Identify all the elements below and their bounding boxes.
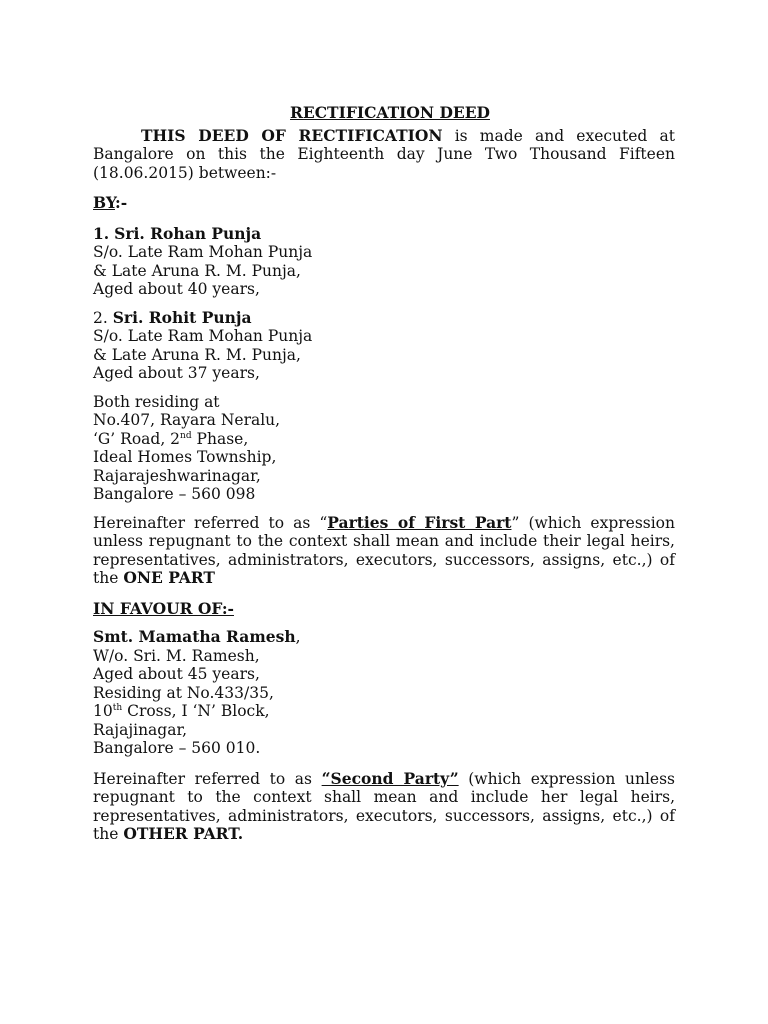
party-2-line-1: S/o. Late Ram Mohan Punja — [93, 327, 313, 345]
first-party-address-block — [93, 393, 675, 504]
address-1-line-2: No.407, Rayara Neralu, — [93, 411, 281, 429]
second-part-clause-bold: “Second Party” — [321, 768, 459, 788]
party-1-line-1: S/o. Late Ram Mohan Punja — [93, 243, 313, 261]
address-1-line-3-text: ‘G’ Road, 2 — [93, 429, 181, 448]
second-party-line-1: W/o. Sri. M. Ramesh, — [93, 646, 260, 665]
second-part-clause-mid: (which expression unless repugnant to the context shall mean and include her legal heirs, representatives, administrators, executors, successors, assigns, etc.,) of the — [93, 769, 675, 843]
second-party-line-3: Residing at No.433/35, — [93, 683, 274, 702]
address-1-line-6: Bangalore – 560 098 — [93, 485, 256, 503]
second-party-line-2: Aged about 45 years, — [93, 665, 260, 683]
second-part-clause — [93, 770, 675, 844]
second-party-line-5: Rajajinagar, — [93, 720, 188, 739]
first-part-clause-bold: Parties of First Part — [327, 512, 512, 532]
by-heading — [93, 194, 675, 213]
deed-page — [93, 104, 675, 844]
intro-paragraph — [93, 127, 675, 183]
party-2-line-2: & Late Aruna R. M. Punja, — [93, 345, 301, 364]
second-party-line-6: Bangalore – 560 010. — [93, 739, 261, 757]
first-part-clause — [93, 514, 675, 588]
address-1-line-4: Ideal Homes Township, — [93, 448, 277, 466]
by-label: BY — [93, 193, 115, 212]
party-1-name: Sri. Rohan Punja — [114, 223, 262, 243]
address-1-line-3-sup: nd — [180, 430, 192, 441]
party-2-name-line — [93, 309, 675, 328]
second-party-line-4 — [93, 702, 675, 721]
second-part-clause-pre: Hereinafter referred to as — [93, 769, 322, 788]
second-party-name-line — [93, 628, 675, 647]
intro-text: is made and executed at Bangalore on this the Eighteenth day June Two Thousand Fifteen (18.06.2015) between:- — [93, 126, 675, 182]
second-party-block — [93, 628, 675, 758]
second-party-line-4-post: Cross, I ‘N’ Block, — [122, 702, 270, 720]
second-part-clause-end: OTHER PART. — [123, 824, 244, 843]
party-2-number: 2. — [93, 308, 113, 327]
second-party-line-4-sup: th — [112, 702, 123, 713]
second-party-name: Smt. Mamatha Ramesh — [93, 627, 296, 646]
party-2-line-3: Aged about 37 years, — [93, 364, 260, 382]
party-1-block — [93, 225, 675, 299]
first-part-clause-end: ONE PART — [123, 568, 215, 587]
address-1-line-1: Both residing at — [93, 392, 220, 411]
in-favour-heading: IN FAVOUR OF:- — [93, 598, 234, 618]
first-part-clause-pre: Hereinafter referred to as “ — [93, 513, 328, 532]
party-1-number: 1. — [93, 223, 110, 243]
party-1-line-2: & Late Aruna R. M. Punja, — [93, 261, 301, 280]
party-1-line-3: Aged about 40 years, — [93, 280, 260, 298]
first-part-clause-mid: ” (which expression unless repugnant to the context shall mean and include their legal heirs, representatives, administrators, executors, successors, assigns, etc.,) of the — [93, 513, 676, 587]
party-1-name-line — [93, 225, 675, 244]
second-party-line-4-pre: 10 — [93, 702, 113, 720]
address-1-line-3 — [93, 430, 675, 449]
party-2-name: Sri. Rohit Punja — [112, 307, 252, 327]
address-1-line-3-post: Phase, — [191, 429, 249, 448]
intro-bold-lead: THIS DEED OF RECTIFICATION — [141, 125, 443, 145]
document-title: RECTIFICATION DEED — [290, 103, 490, 122]
by-suffix: :- — [114, 193, 128, 212]
second-party-name-suffix: , — [295, 628, 301, 646]
address-1-line-5: Rajarajeshwarinagar, — [93, 466, 261, 485]
party-2-block — [93, 309, 675, 383]
